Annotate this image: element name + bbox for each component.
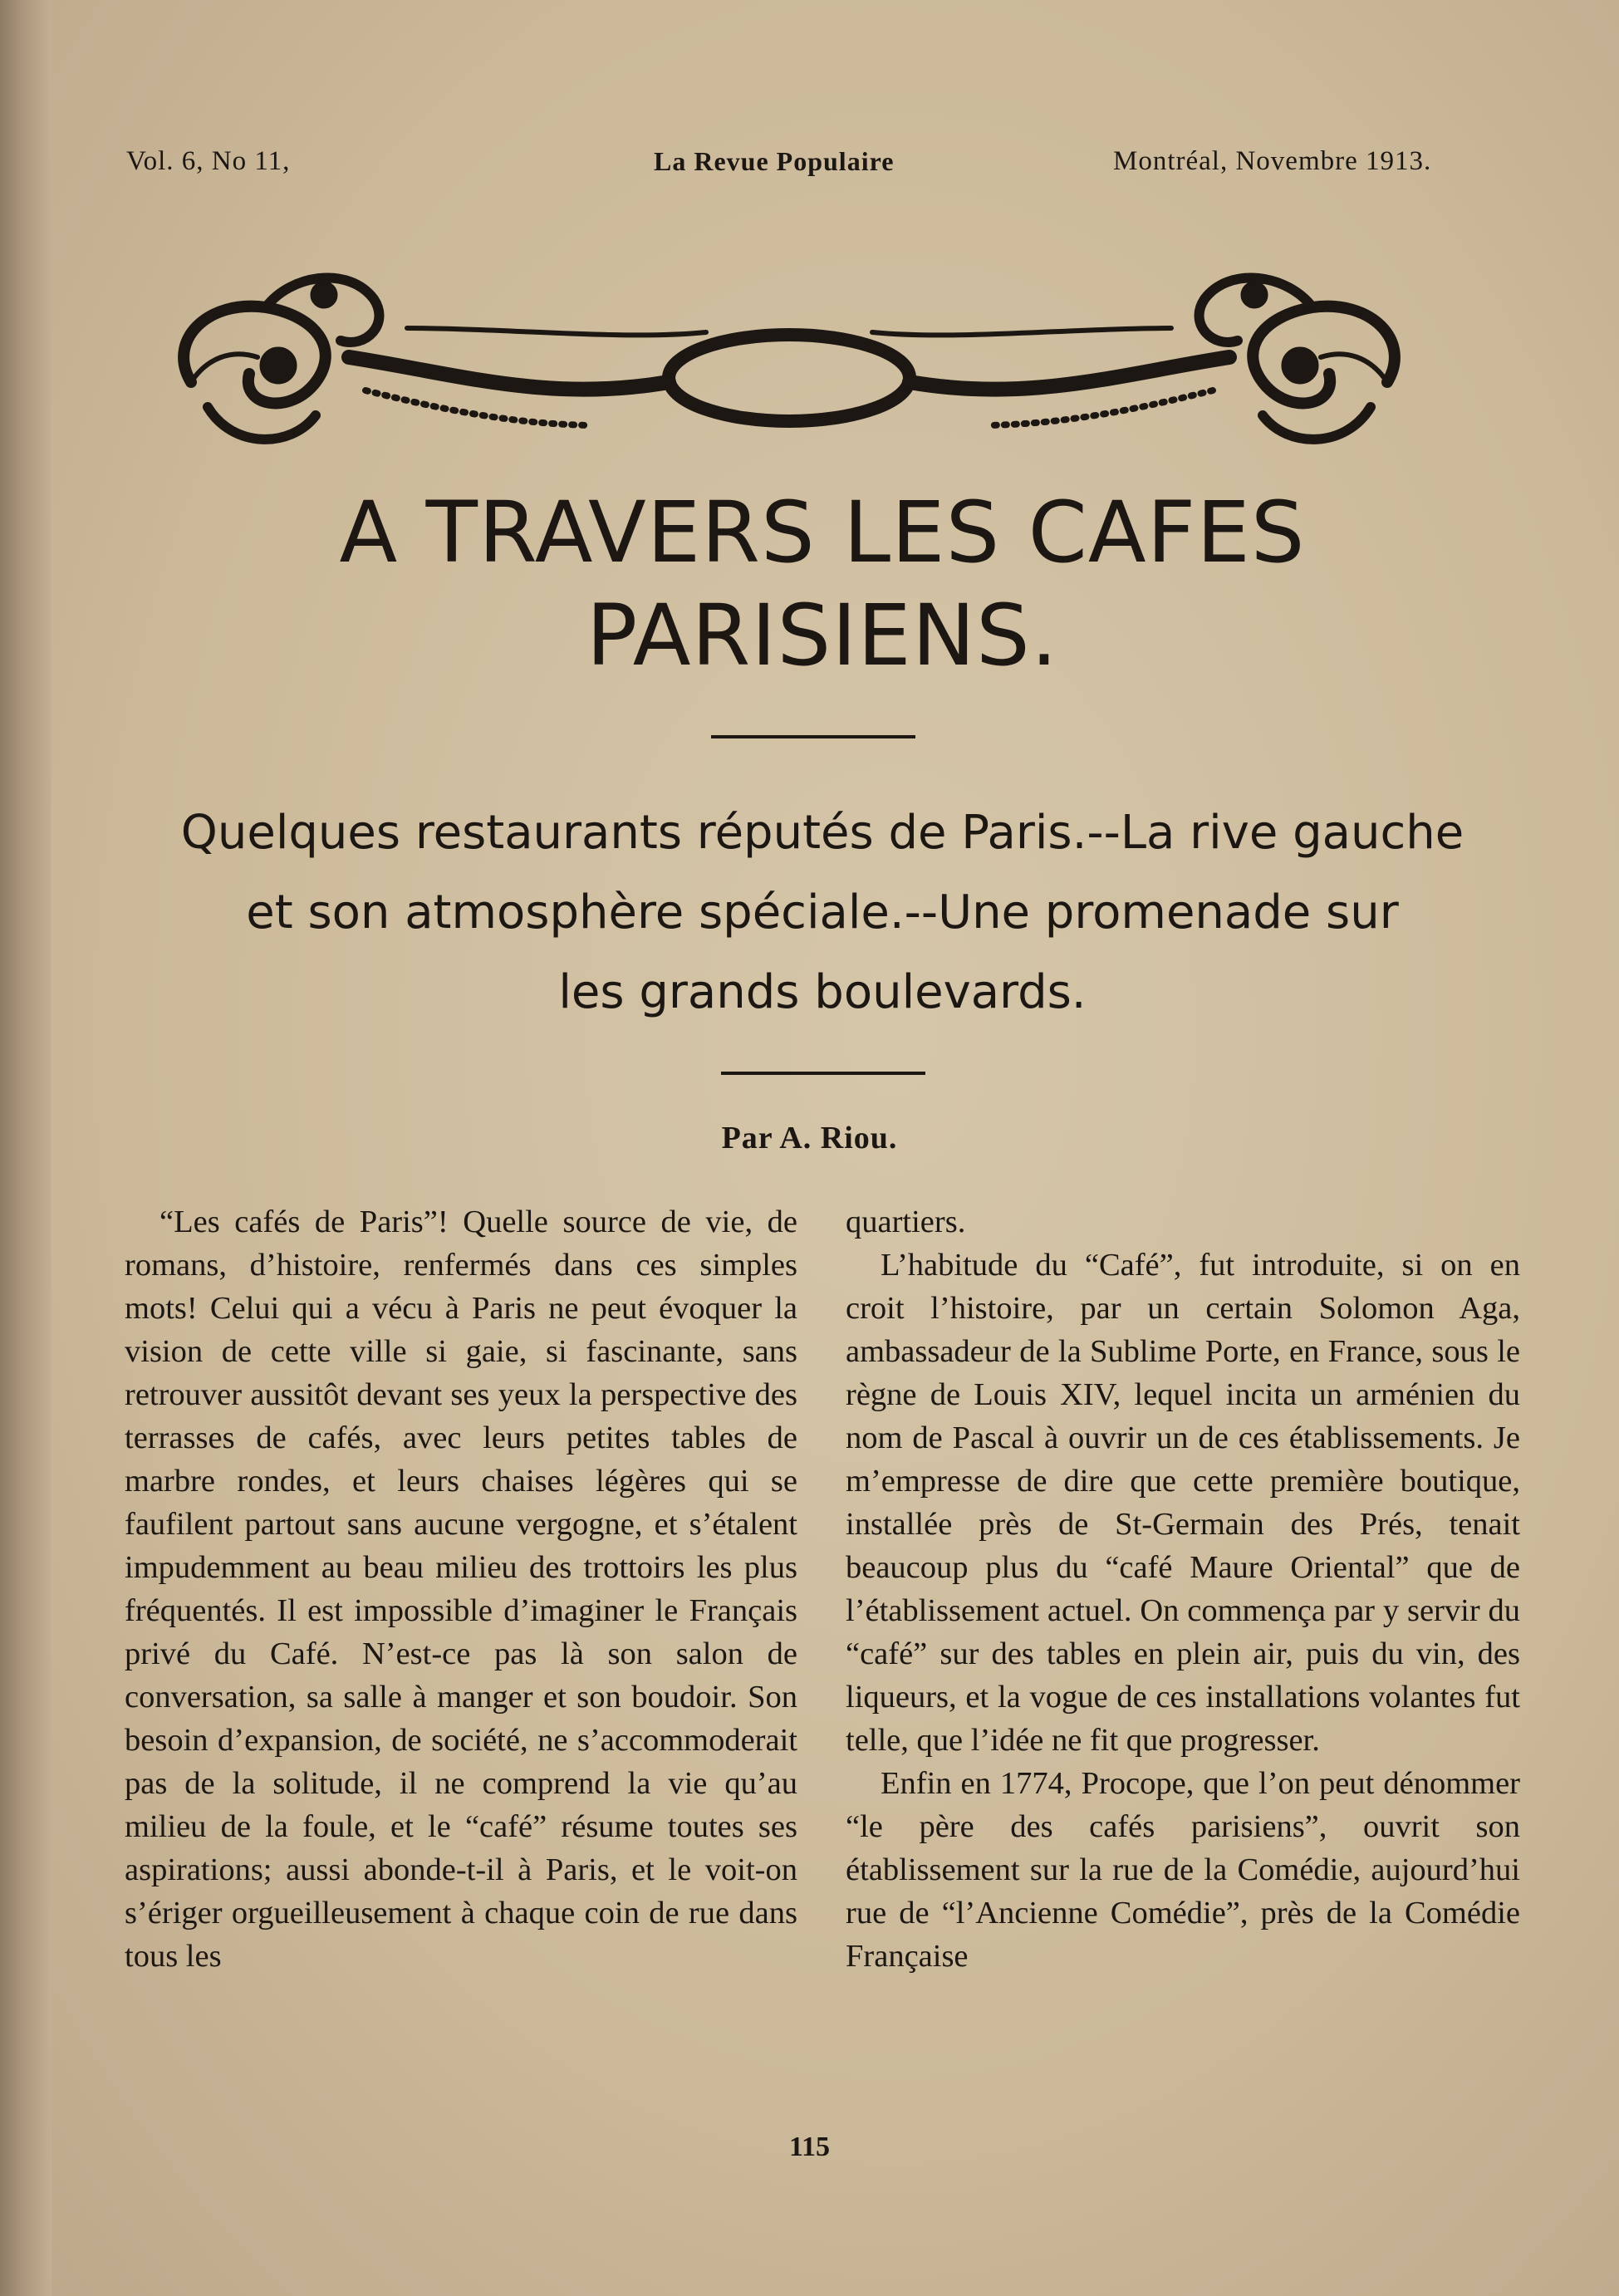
page-number: 115 [788,2132,831,2162]
subtitle-divider [721,1072,925,1075]
title-divider [711,735,915,738]
dateline: Montréal, Novembre 1913. [1113,146,1432,176]
article-title [208,482,1437,688]
title-line-1: A TRAVERS LES CAFES [339,483,1306,582]
art-nouveau-scroll-ornament-icon [158,249,1420,457]
title-line-2: PARISIENS. [586,586,1059,685]
paragraph: L’habitude du “Café”, fut introduite, si on en croit l’histoire, par un certain Solomon Aga, ambassadeur de la Sublime Porte, en France, sous le règne de Louis XIV, lequel incita un arménien du nom de Pascal à ouvrir un de ces établissements. Je m’empresse de dire que cette première boutique, installée près de St-Germain des Prés, tenait beaucoup plus du “café Maure Oriental” que de l’établissement actuel. On commença par y servir du “café” sur des tables en plein air, puis du vin, des liqueurs, et la vogue de ces installations volantes fut telle, que l’idée ne fit que progresser. [846,1248,1520,1758]
article-subtitle [116,793,1528,1033]
subtitle-line-3: les grands boulevards. [558,965,1087,1019]
publication-name: La Revue Populaire [654,146,895,176]
subtitle-line-2: et son atmosphère spéciale.--Une promenade sur [246,886,1399,939]
subtitle-line-1: Quelques restaurants réputés de Paris.--La rive gauche [180,806,1464,860]
paragraph-continuation: quartiers. [846,1204,966,1239]
volume-number: Vol. 6, No 11, [126,146,291,176]
paragraph: Enfin en 1774, Procope, que l’on peut dénommer “le père des cafés parisiens”, ouvrit son établissement sur la rue de la Comédie, aujourd’hui rue de “l’Ancienne Comédie”, près de la Comédie Française [846,1766,1520,1974]
right-text-column [846,1200,1520,1978]
paragraph: “Les cafés de Paris”! Quelle source de vie, de romans, d’histoire, renfermés dans ces simples mots! Celui qui a vécu à Paris ne peut évoquer la vision de cette ville si gaie, si fascinante, sans retrouver aussitôt devant ses yeux la perspective des terrasses de cafés, avec leurs petites tables de marbre rondes, et leurs chaises légères qui se faufilent partout sans aucune vergogne, et s’étalent impudemment au beau milieu des trottoirs les plus fréquentés. Il est impossible d’imaginer le Français privé du Café. N’est-ce pas là son salon de conversation, sa salle à manger et son boudoir. Son besoin d’expansion, de société, ne s’accommoderait pas de la solitude, il ne comprend la vie qu’au milieu de la foule, et le “café” résume toutes ses aspirations; aussi abonde-t-il à Paris, et le voit-on s’ériger orgueilleusement à chaque coin de rue dans tous les [125,1204,797,1974]
left-text-column [125,1200,797,1978]
author-byline: Par A. Riou. [721,1121,898,1155]
